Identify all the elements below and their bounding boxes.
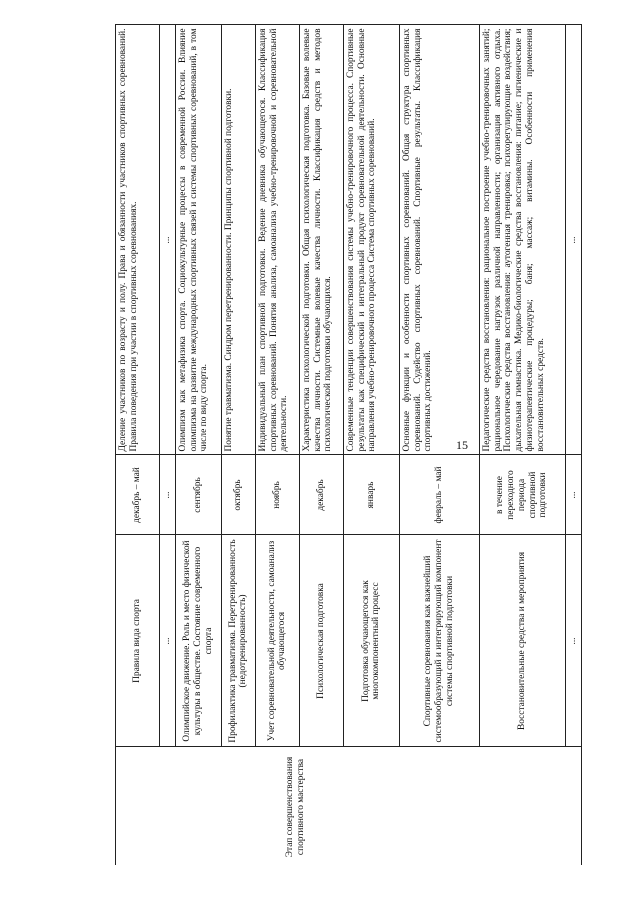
topic-cell: Профилактика травматизма. Перетренированность (недотренированность) bbox=[221, 535, 255, 747]
rotated-table-container bbox=[115, 25, 578, 865]
period-cell: ноябрь bbox=[255, 455, 299, 535]
topic-cell: Олимпийское движение. Роль и место физической культуры в обществе. Состояние современного спорта bbox=[175, 535, 221, 747]
table-row bbox=[116, 25, 160, 865]
topic-cell: Психологическая подготовка bbox=[299, 535, 343, 747]
table-row bbox=[565, 25, 581, 865]
topic-cell: ... bbox=[565, 535, 581, 747]
period-cell: ... bbox=[565, 455, 581, 535]
content-cell: Индивидуальный план спортивной подготовки. Ведение дневника обучающегося. Классификация спортивных соревнований. Понятия анализа, самоанализа учебно-тренировочной и соревновательной деятельности. bbox=[255, 25, 299, 455]
topic-cell: Учет соревновательной деятельности, самоанализ обучающегося bbox=[255, 535, 299, 747]
content-cell: ... bbox=[160, 25, 176, 455]
topic-cell: Спортивные соревнования как важнейший системообразующий и интегрирующий компонент системы спортивной подготовки bbox=[399, 535, 479, 747]
table-row bbox=[160, 25, 176, 865]
content-cell: Олимпизм как метафизика спорта. Социокультурные процессы в современной России. Влияние олимпизма на развитие международных спортивных связей и системы спортивных соревнований, в том числе по виду спорта. bbox=[175, 25, 221, 455]
content-cell: Современные тенденции совершенствования системы учебно-тренировочного процесса. Спортивные результаты как специфический и интегральный продукт соревновательной деятельности. Основные направления учебно-тренировочного процесса Система спортивных соревнований. bbox=[343, 25, 399, 455]
period-cell: ... bbox=[160, 455, 176, 535]
period-cell: в течение переходного периода спортивной подготовки bbox=[479, 455, 565, 535]
page-number: 15 bbox=[456, 438, 468, 452]
topic-cell: Подготовка обучающегося как многокомпонентный процесс bbox=[343, 535, 399, 747]
period-cell: февраль – май bbox=[399, 455, 479, 535]
period-cell: декабрь bbox=[299, 455, 343, 535]
period-cell: декабрь – май bbox=[116, 455, 160, 535]
table-row bbox=[221, 25, 255, 865]
curriculum-table bbox=[115, 25, 582, 866]
table-row bbox=[399, 25, 479, 865]
content-cell: Основные функции и особенности спортивных соревнований. Общая структура спортивных соревнований. Судейство спортивных соревнований. Спортивные результаты. Классификация спортивных достижений. bbox=[399, 25, 479, 455]
content-cell: Педагогические средства восстановления: рациональное построение учебно-тренировочных занятий; рациональное чередование нагрузок различной направленности; организация активного отдыха. Психологические средства восстановления: аутогенная тренировка; психорегулирующие воздействия; дыхательная гимнастика. Медико-биологические средства восстановления: питание; гигиенические и физиотерапевтические процедуры; баня; массаж; витамины. Особенности применения восстановительных средств. bbox=[479, 25, 565, 455]
topic-cell: Правила вида спорта bbox=[116, 535, 160, 747]
table-row bbox=[343, 25, 399, 865]
content-cell: Понятие травматизма. Синдром перетренированности. Принципы спортивной подготовки. bbox=[221, 25, 255, 455]
stage-label: Этап совершенствования спортивного мастерства bbox=[285, 756, 306, 858]
table-row bbox=[479, 25, 565, 865]
period-cell: сентябрь bbox=[175, 455, 221, 535]
period-cell: октябрь bbox=[221, 455, 255, 535]
topic-cell: Восстановительные средства и мероприятия bbox=[479, 535, 565, 747]
table-row bbox=[175, 25, 221, 865]
content-cell: Характеристика психологической подготовки. Общая психологическая подготовка. Базовые волевые качества личности. Системные волевые качества личности. Классификация средств и методов психологической подготовки обучающихся. bbox=[299, 25, 343, 455]
table-row bbox=[299, 25, 343, 865]
period-cell: январь bbox=[343, 455, 399, 535]
topic-cell: ... bbox=[160, 535, 176, 747]
table-row bbox=[255, 25, 299, 865]
content-cell: Деление участников по возрасту и полу. Права и обязанности участников спортивных соревнований. Правила поведения при участии в спортивных соревнованиях. bbox=[116, 25, 160, 455]
content-cell: ... bbox=[565, 25, 581, 455]
